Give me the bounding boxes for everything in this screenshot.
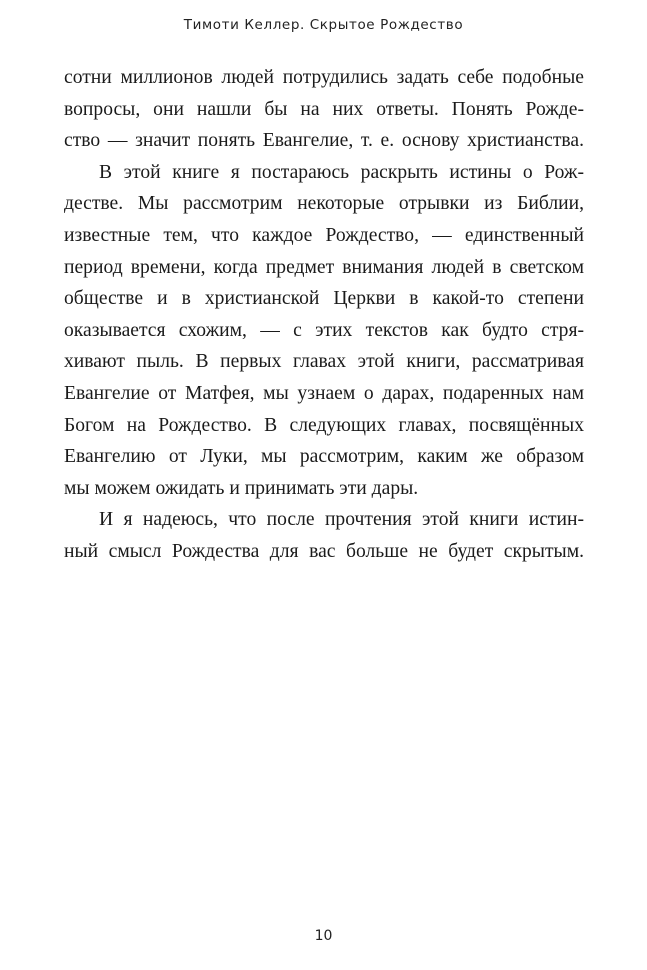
paragraph-3	[64, 504, 584, 567]
text-line: ный смысл Рождества для вас больше не будет скрытым.	[64, 540, 584, 562]
page-number: 10	[314, 928, 333, 944]
text-line: мы можем ожидать и принимать эти дары.	[64, 477, 419, 499]
text-line: сотни миллионов людей потрудились задать себе подобные	[64, 67, 584, 88]
text-line: ство — значит понять Евангелие, т. е. основу христианства.	[64, 130, 584, 152]
text-line: дестве. Мы рассмотрим некоторые отрывки из Библии,	[64, 193, 584, 215]
text-line: период времени, когда предмет внимания людей в светском	[64, 256, 584, 278]
text-line: оказывается схожим, — с этих текстов как будто стря-	[64, 319, 584, 341]
text-line: Евангелие от Матфея, мы узнаем о дарах, подаренных нам	[64, 382, 584, 404]
text-line: вопросы, они нашли бы на них ответы. Понять Рожде-	[64, 98, 584, 120]
text-line: В этой книге я постараюсь раскрыть истины о Рож-	[99, 161, 584, 183]
text-line: Евангелию от Луки, мы рассмотрим, каким же образом	[64, 446, 584, 468]
text-line: известные тем, что каждое Рождество, — единственный	[64, 224, 584, 246]
text-line: обществе и в христианской Церкви в какой-то степени	[64, 288, 584, 310]
paragraph-1	[64, 62, 584, 157]
body-text	[64, 62, 584, 568]
paragraph-2	[64, 157, 584, 505]
text-line: хивают пыль. В первых главах этой книги, рассматривая	[64, 351, 584, 373]
text-line: И я надеюсь, что после прочтения этой книги истин-	[99, 509, 584, 531]
running-head: Тимоти Келлер. Скрытое Рождество	[183, 17, 464, 33]
text-line: Богом на Рождество. В следующих главах, посвящённых	[64, 414, 584, 436]
